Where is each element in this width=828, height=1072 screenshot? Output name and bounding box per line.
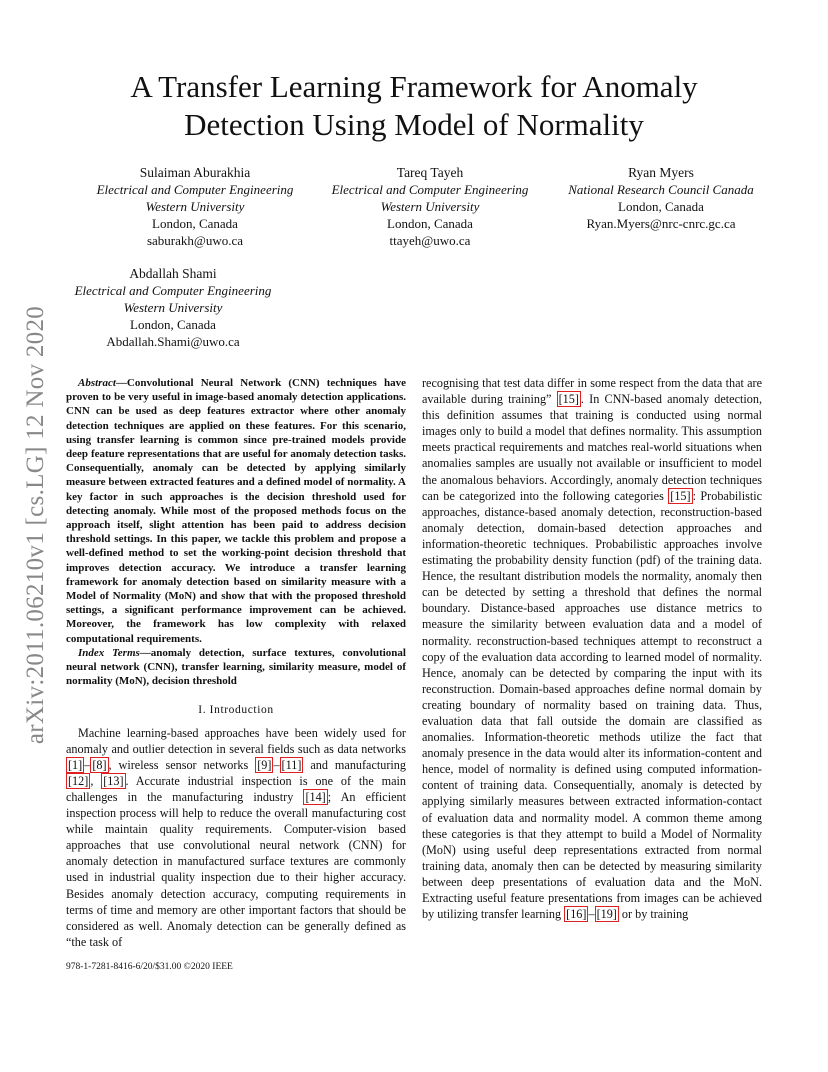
author-dept: Electrical and Computer Engineering xyxy=(96,182,294,197)
intro-continuation xyxy=(422,375,762,922)
left-column xyxy=(66,376,406,950)
author-name: Ryan Myers xyxy=(628,165,694,180)
text-run: , xyxy=(90,773,102,788)
index-terms: Index Terms—anomaly detection, surface textures, convolutional neural network (CNN), transfer learning, similarity measure, model of normality (MoN), decision threshold xyxy=(66,646,406,688)
text-run: – xyxy=(273,757,280,772)
paper-title xyxy=(0,68,828,144)
author-name: Tareq Tayeh xyxy=(396,165,464,180)
author-location: London, Canada xyxy=(152,216,238,231)
index-terms-text: anomaly detection, surface textures, convolutional neural network (CNN), transfer learning, similarity measure, model of normality (MoN), decision threshold xyxy=(66,646,406,688)
author-location: London, Canada xyxy=(618,199,704,214)
citation-link[interactable]: [15] xyxy=(670,488,691,503)
text-run: – xyxy=(588,907,595,922)
author-dept: National Research Council Canada xyxy=(568,182,754,197)
citation-link[interactable]: [11] xyxy=(281,757,302,772)
text-run: Machine learning-based approaches have been widely used for anomaly and outlier detection in several fields such as data networks xyxy=(66,725,406,756)
title-line-2: Detection Using Model of Normality xyxy=(184,107,644,142)
author-location: London, Canada xyxy=(387,216,473,231)
citation-link[interactable]: [8] xyxy=(92,757,107,772)
right-column xyxy=(422,375,762,922)
citation-link[interactable]: [1] xyxy=(68,757,83,772)
title-line-1: A Transfer Learning Framework for Anomaly xyxy=(130,69,698,104)
author-org: Western University xyxy=(123,300,223,315)
citation-link[interactable]: [16] xyxy=(566,907,587,922)
text-run: ; An efficient inspection process will help to reduce the overall manufacturing cost while maintain quality requirements. Computer-vision based approaches that use convolutional neural network (CNN) for anomaly detection in manufactured surface textures are commonly used in industrial quality inspection due to their higher accuracy. Besides anomaly detection accuracy, computing requirements in terms of time and memory are other important factors that should be considered as well. Anomaly detection can be generally defined as “the task of xyxy=(66,789,406,949)
author-location: London, Canada xyxy=(130,317,216,332)
abstract: Abstract—Convolutional Neural Network (CNN) techniques have proven to be very useful in image-based anomaly detection applications. CNN can be used as deep features extractor where other anomaly detection techniques are applied on these features. For this scenario, using transfer learning is common since pre-trained models provide deep feature representations that are useful for anomaly detection tasks. Consequentially, anomaly can be detected by applying similarly measure between extracted features and a defined model of normality. A key factor in such approaches is the decision threshold used for detecting anomaly. While most of the proposed methods focus on the approach itself, slight attention has been paid to address decision threshold settings. In this paper, we tackle this problem and propose a well-defined method to set the working-point decision threshold that improves detection accuracy. We introduce a transfer learning framework for anomaly detection based on similarity measure with a Model of Normality (MoN) and show that with the proposed threshold settings, a significant performance improvement can be achieved. Moreover, the framework has low complexity with relaxed computational requirements. xyxy=(66,377,406,645)
abstract-text: Convolutional Neural Network (CNN) techniques have proven to be very useful in image-based anomaly detection applications. CNN can be used as deep features extractor where other anomaly detection techniques are applied on these features. For this scenario, using transfer learning is common since pre-trained models provide deep feature representations that are useful for anomaly detection tasks. Consequentially, anomaly can be detected by applying similarly measure between extracted features and a defined model of normality. A key factor in such approaches is the decision threshold used for detecting anomaly. While most of the proposed methods focus on the approach itself, slight attention has been paid to address decision threshold settings. In this paper, we tackle this problem and propose a well-defined method to set the working-point decision threshold that improves detection accuracy. We introduce a transfer learning framework for anomaly detection based on similarity measure with a Model of Normality (MoN) and show that with the proposed threshold settings, a significant performance improvement can be achieved. Moreover, the framework has low complexity with relaxed computational requirements. xyxy=(66,377,406,645)
author-org: Western University xyxy=(145,199,245,214)
text-run: or by training xyxy=(618,907,689,922)
arxiv-stamp: arXiv:2011.06210v1 [cs.LG] 12 Nov 2020 xyxy=(22,305,49,745)
citation-link[interactable]: [19] xyxy=(596,907,617,922)
copyright-footer: 978-1-7281-8416-6/20/$31.00 ©2020 IEEE xyxy=(66,962,233,972)
section-heading: I. Introduction xyxy=(198,704,274,717)
citation-link[interactable]: [12] xyxy=(68,773,89,788)
author-block-4 xyxy=(58,265,288,350)
author-email: Ryan.Myers@nrc-cnrc.gc.ca xyxy=(586,216,736,231)
text-run: : Probabilistic approaches, distance-based anomaly detection, reconstruction-based anomaly detection, domain-based detection approaches and information-theoretic techniques. Probabilistic approaches involve estimating the probability density function (pdf) of the training data. Hence, the resultant distribution models the normality, anomaly then can be detected by setting a threshold that defines the normal boundary. Distance-based approaches use distance metrics to measure the similarity between evaluation data and a model of normality. reconstruction-based techniques attempt to reconstruct a copy of the evaluation data according to learned model of normality. Hence, anomaly can be detected by comparing the input with its reconstruction. Domain-based approaches define normal domain by creating boundary of normality based on training data. Thus, evaluation data that fall outside the domain are classified as anomalies. Information-theoretic methods utilize the fact that anomaly presence in the data would alter its information-content and hence, model of normality is defined using computed information-content of training data. Consequentially, anomaly is detected by applying similarly measures between extracted information-contact of evaluation data and normality model. A common theme among these categories is that they attempt to build a Model of Normality (MoN) using useful deep representations extracted from normal training data, anomaly then can be detected by measuring similarity between deep presentations of evaluation data and the MoN. Extracting useful feature presentations from images can be achieved by utilizing transfer learning xyxy=(422,488,763,922)
text-run: – xyxy=(84,757,91,772)
text-run: . Accurate industrial inspection is one of the main challenges in the manufacturing industry xyxy=(66,773,406,804)
text-run: recognising that test data differ in some respect from the data that are available during training” xyxy=(422,376,762,407)
author-email: saburakh@uwo.ca xyxy=(146,233,244,248)
author-block-1 xyxy=(80,164,310,249)
text-run: . In CNN-based anomaly detection, this definition assumes that training is conducted using normal images only to build a model that defines normality. This assumption meets practical requirements and matches real-world situations when anomalies samples are usually not available or insufficient to model the anomalous behaviors. Accordingly, anomaly detection techniques can be categorized into the following categories xyxy=(422,392,762,503)
author-email: Abdallah.Shami@uwo.ca xyxy=(106,334,240,349)
author-org: Western University xyxy=(380,199,480,214)
author-block-3 xyxy=(548,164,774,232)
author-email: ttayeh@uwo.ca xyxy=(389,233,471,248)
citation-link[interactable]: [9] xyxy=(257,757,272,772)
author-dept: Electrical and Computer Engineering xyxy=(331,182,529,197)
citation-link[interactable]: [14] xyxy=(305,789,326,804)
citation-link[interactable]: [13] xyxy=(103,773,124,788)
citation-link[interactable]: [15] xyxy=(558,392,579,407)
author-dept: Electrical and Computer Engineering xyxy=(74,283,272,298)
intro-paragraph xyxy=(66,725,406,950)
index-terms-label: Index Terms xyxy=(78,646,140,659)
author-name: Abdallah Shami xyxy=(129,266,217,281)
text-run: , wireless sensor networks xyxy=(108,757,256,772)
author-name: Sulaiman Aburakhia xyxy=(139,165,251,180)
text-run: and manufacturing xyxy=(303,757,406,772)
author-block-2 xyxy=(314,164,546,249)
abstract-label: Abstract xyxy=(78,377,116,389)
